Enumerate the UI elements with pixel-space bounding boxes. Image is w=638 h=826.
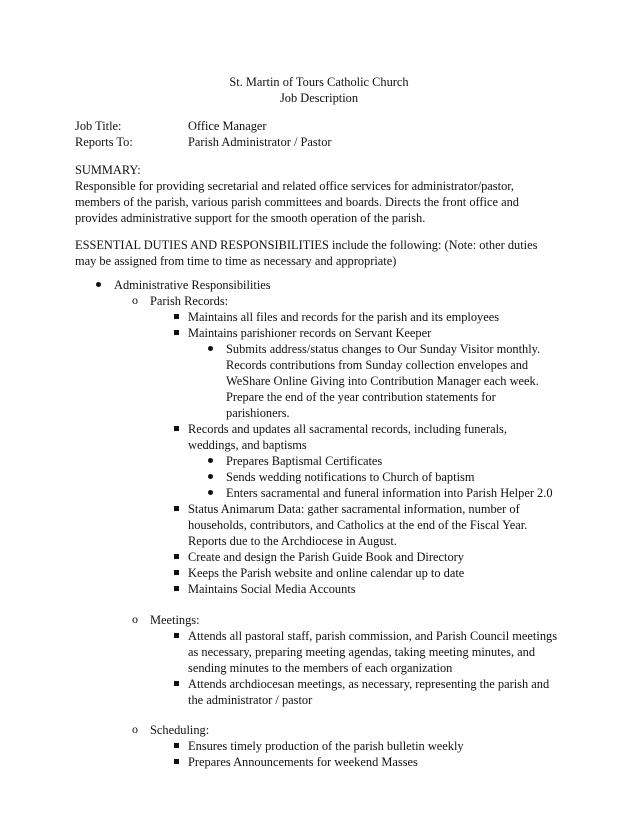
- record-subitem: Submits address/status changes to Our Sunday Visitor monthly.: [226, 342, 541, 356]
- job-title-value: Office Manager: [188, 119, 267, 133]
- meetings-heading: Meetings:: [150, 613, 200, 627]
- summary-line: Responsible for providing secretarial and related office services for administrator/pastor,: [75, 179, 514, 193]
- meeting-item: as necessary, preparing meeting agendas, taking meeting minutes, and: [188, 645, 536, 659]
- square-bullet-icon: [174, 681, 179, 686]
- bullet-dot-icon: [208, 490, 213, 495]
- record-subitem: Prepare the end of the year contribution statements for: [226, 390, 496, 404]
- admin-heading: Administrative Responsibilities: [114, 278, 271, 292]
- scheduling-item: Prepares Announcements for weekend Masses: [188, 755, 418, 769]
- record-item: Status Animarum Data: gather sacramental information, number of: [188, 502, 520, 516]
- document-title: Job Description: [279, 91, 359, 105]
- circle-bullet-icon: o: [132, 722, 138, 736]
- square-bullet-icon: [174, 554, 179, 559]
- reports-to-label: Reports To:: [75, 135, 133, 149]
- bullet-dot-icon: [208, 346, 213, 351]
- circle-bullet-icon: o: [132, 612, 138, 626]
- record-subitem: Sends wedding notifications to Church of baptism: [226, 470, 475, 484]
- bullet-dot-icon: [96, 282, 101, 287]
- record-item: Records and updates all sacramental records, including funerals,: [188, 422, 507, 436]
- bullet-dot-icon: [208, 474, 213, 479]
- record-subitem: Prepares Baptismal Certificates: [226, 454, 383, 468]
- meeting-item: Attends archdiocesan meetings, as necessary, representing the parish and: [188, 677, 550, 691]
- record-item: Maintains Social Media Accounts: [188, 582, 356, 596]
- square-bullet-icon: [174, 314, 179, 319]
- church-name: St. Martin of Tours Catholic Church: [229, 75, 409, 89]
- square-bullet-icon: [174, 743, 179, 748]
- meeting-item: sending minutes to the members of each organization: [188, 661, 453, 675]
- square-bullet-icon: [174, 633, 179, 638]
- duties-line: may be assigned from time to time as necessary and appropriate): [75, 254, 397, 268]
- meeting-item: the administrator / pastor: [188, 693, 313, 707]
- duties-line: ESSENTIAL DUTIES AND RESPONSIBILITIES include the following: (Note: other duties: [75, 238, 538, 252]
- square-bullet-icon: [174, 506, 179, 511]
- square-bullet-icon: [174, 570, 179, 575]
- meeting-item: Attends all pastoral staff, parish commission, and Parish Council meetings: [188, 629, 558, 643]
- square-bullet-icon: [174, 586, 179, 591]
- record-item: weddings, and baptisms: [188, 438, 307, 452]
- record-subitem: WeShare Online Giving into Contribution Manager each week.: [226, 374, 539, 388]
- record-item: Reports due to the Archdiocese in August.: [188, 534, 397, 548]
- square-bullet-icon: [174, 330, 179, 335]
- summary-heading: SUMMARY:: [75, 163, 141, 177]
- records-heading: Parish Records:: [150, 294, 229, 308]
- record-subitem: parishioners.: [226, 406, 290, 420]
- circle-bullet-icon: o: [132, 293, 138, 307]
- record-item: Maintains all files and records for the parish and its employees: [188, 310, 500, 324]
- summary-line: provides administrative support for the smooth operation of the parish.: [75, 211, 426, 225]
- summary-line: members of the parish, various parish committees and boards. Directs the front office and: [75, 195, 519, 209]
- record-subitem: Records contributions from Sunday collection envelopes and: [226, 358, 529, 372]
- record-item: Create and design the Parish Guide Book and Directory: [188, 550, 464, 564]
- record-item: Maintains parishioner records on Servant Keeper: [188, 326, 432, 340]
- bullet-dot-icon: [208, 458, 213, 463]
- scheduling-heading: Scheduling:: [150, 723, 210, 737]
- reports-to-value: Parish Administrator / Pastor: [188, 135, 332, 149]
- square-bullet-icon: [174, 759, 179, 764]
- square-bullet-icon: [174, 426, 179, 431]
- record-item: households, contributors, and Catholics at the end of the Fiscal Year.: [188, 518, 528, 532]
- record-subitem: Enters sacramental and funeral information into Parish Helper 2.0: [226, 486, 553, 500]
- job-title-label: Job Title:: [75, 119, 122, 133]
- scheduling-item: Ensures timely production of the parish bulletin weekly: [188, 739, 464, 753]
- record-item: Keeps the Parish website and online calendar up to date: [188, 566, 465, 580]
